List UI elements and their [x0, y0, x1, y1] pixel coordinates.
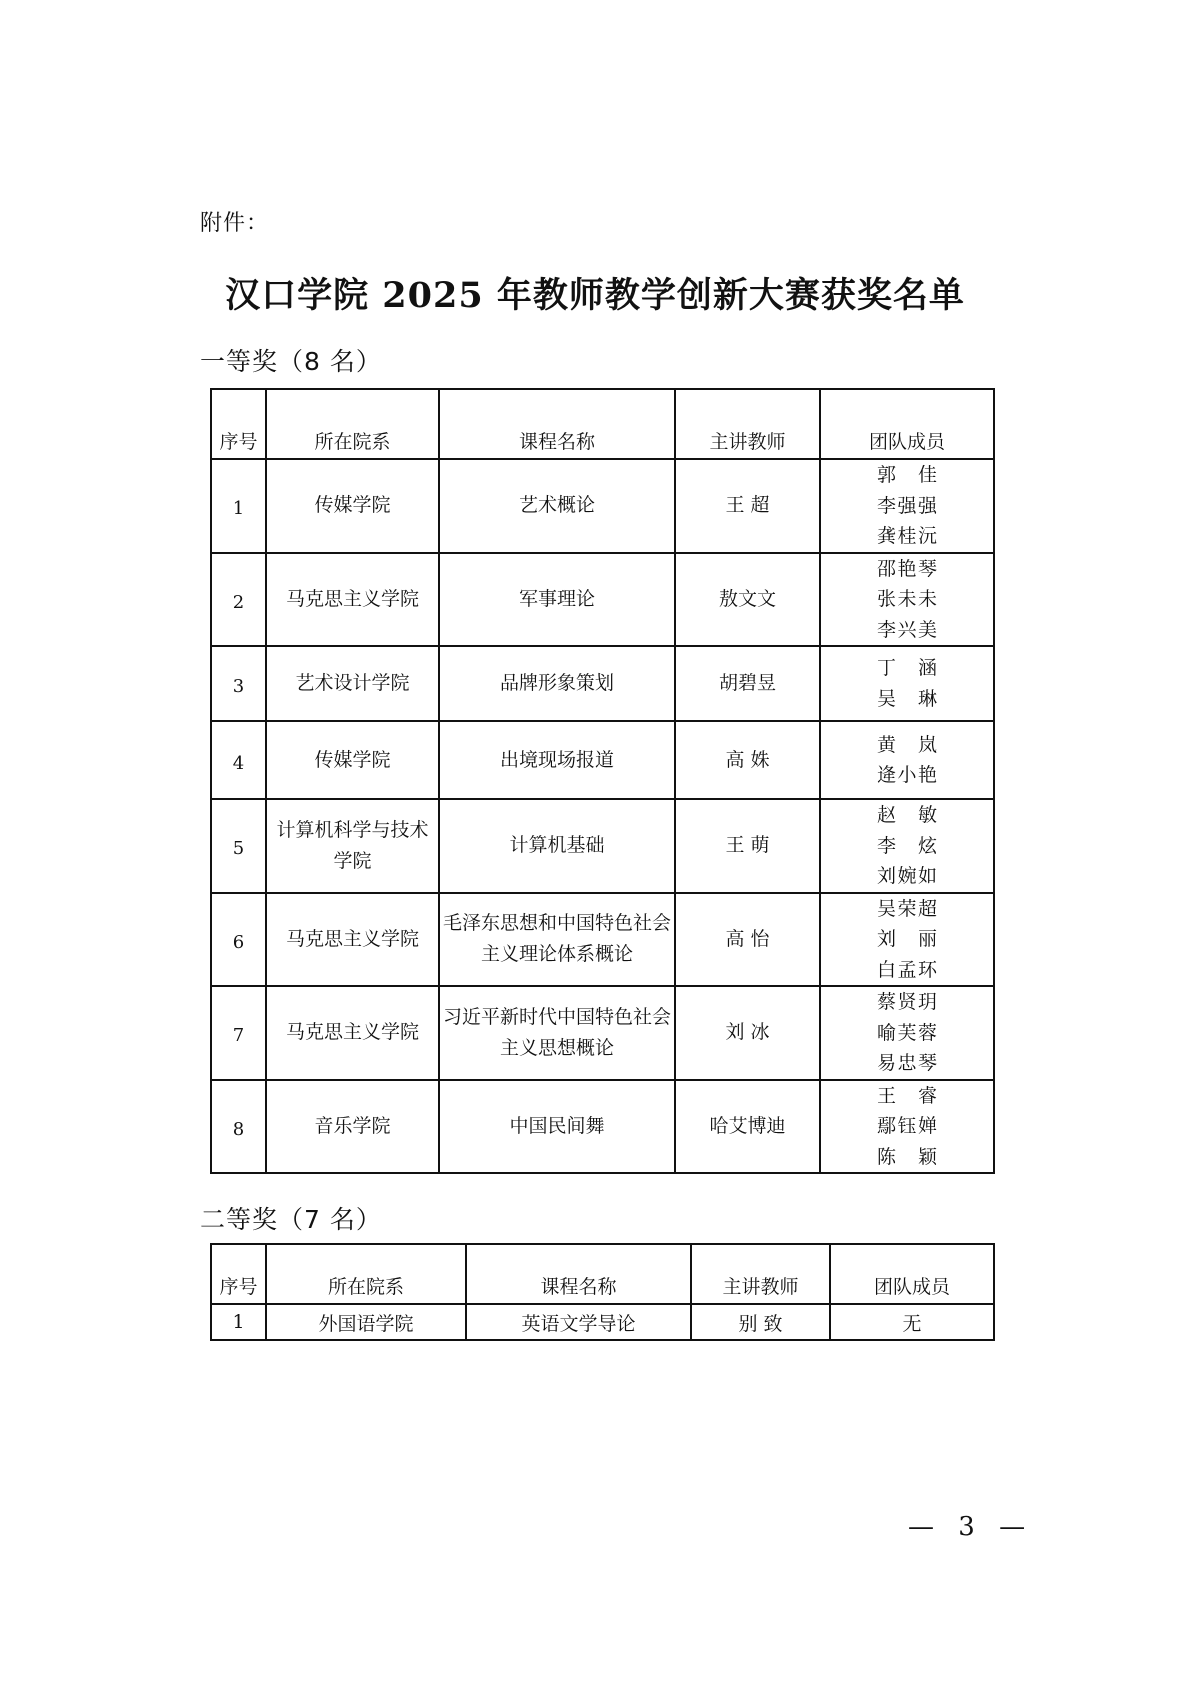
team-member-name: 邵艳琴: [877, 557, 937, 580]
second-prize-heading: 二等奖（7 名）: [200, 1205, 382, 1234]
course-name-cell: 出境现场报道: [439, 721, 675, 799]
lead-teacher-cell: 刘 冰: [675, 986, 820, 1080]
team-members-cell: [830, 1304, 994, 1340]
first-prize-table: [210, 388, 995, 1174]
header-dept: 所在院系: [266, 1244, 466, 1304]
team-member-name: 郭 佳: [877, 464, 937, 486]
team-member-name: 王 睿: [877, 1084, 937, 1107]
course-name-cell: 品牌形象策划: [439, 646, 675, 721]
department-cell: 传媒学院: [266, 721, 439, 799]
row-number: 8: [211, 1080, 266, 1174]
team-members-cell: [820, 721, 994, 799]
lead-teacher-cell: 胡碧昱: [675, 646, 820, 721]
team-members-cell: [820, 553, 994, 647]
page-number: — 3 —: [908, 1512, 1034, 1542]
table-row: [211, 986, 994, 1080]
row-number: 5: [211, 799, 266, 893]
course-name-cell: 中国民间舞: [439, 1080, 675, 1174]
row-number: 4: [211, 721, 266, 799]
header-course: 课程名称: [439, 389, 675, 459]
team-members-cell: [820, 893, 994, 987]
team-member-name: 逄小艳: [877, 764, 937, 786]
team-member-name: 刘 丽: [877, 928, 937, 950]
team-members-cell: [820, 1080, 994, 1174]
header-teacher: 主讲教师: [691, 1244, 830, 1304]
row-number: 1: [211, 459, 266, 553]
lead-teacher-cell: 哈艾博迪: [675, 1080, 820, 1174]
department-cell: 音乐学院: [266, 1080, 439, 1174]
header-course: 课程名称: [466, 1244, 691, 1304]
team-member-name: 鄢钰婵: [877, 1115, 937, 1137]
course-name-cell: 计算机基础: [439, 799, 675, 893]
team-member-name: 黄 岚: [877, 733, 937, 756]
lead-teacher-cell: 王 超: [675, 459, 820, 553]
document-title: 汉口学院 2025 年教师教学创新大赛获奖名单: [225, 275, 965, 316]
team-member-name: 李 炫: [877, 834, 937, 857]
lead-teacher-cell: 王 萌: [675, 799, 820, 893]
team-member-name: 张未未: [877, 588, 937, 610]
department-cell: 马克思主义学院: [266, 893, 439, 987]
team-members-cell: [820, 799, 994, 893]
lead-teacher-cell: 敖文文: [675, 553, 820, 647]
lead-teacher-cell: 别 致: [691, 1304, 830, 1340]
department-cell: 计算机科学与技术学院: [266, 799, 439, 893]
header-no: 序号: [211, 389, 266, 459]
team-member-name: 易忠琴: [877, 1052, 937, 1074]
row-number: 2: [211, 553, 266, 647]
team-member-name: 陈 颖: [877, 1145, 937, 1168]
team-member-name: 李强强: [877, 494, 937, 517]
table-header-row: [211, 389, 994, 459]
team-member-name: 丁 涵: [877, 657, 937, 679]
table-row: [211, 1080, 994, 1174]
team-member-name: 白孟环: [877, 958, 937, 981]
table-row: [211, 459, 994, 553]
team-members-cell: [820, 986, 994, 1080]
course-name-cell: 习近平新时代中国特色社会主义思想概论: [439, 986, 675, 1080]
header-teacher: 主讲教师: [675, 389, 820, 459]
first-prize-rows: [211, 459, 994, 1173]
second-prize-rows: [211, 1304, 994, 1340]
team-member-name: 刘婉如: [877, 865, 937, 887]
department-cell: 艺术设计学院: [266, 646, 439, 721]
second-prize-table: [210, 1243, 995, 1341]
department-cell: 马克思主义学院: [266, 553, 439, 647]
team-member-name: 龚桂沅: [877, 525, 937, 547]
row-number: 7: [211, 986, 266, 1080]
team-member-name: 喻芙蓉: [877, 1021, 937, 1044]
course-name-cell: 英语文学导论: [466, 1304, 691, 1340]
team-member-name: 无: [902, 1312, 922, 1335]
team-member-name: 蔡贤玥: [877, 991, 937, 1013]
row-number: 6: [211, 893, 266, 987]
header-members: 团队成员: [820, 389, 994, 459]
team-members-cell: [820, 646, 994, 721]
table-row: [211, 721, 994, 799]
first-prize-heading: 一等奖（8 名）: [200, 347, 382, 376]
team-member-name: 吴荣超: [877, 897, 937, 920]
team-member-name: 李兴美: [877, 618, 937, 641]
department-cell: 外国语学院: [266, 1304, 466, 1340]
lead-teacher-cell: 高 姝: [675, 721, 820, 799]
department-cell: 传媒学院: [266, 459, 439, 553]
table-header-row: [211, 1244, 994, 1304]
table-row: [211, 799, 994, 893]
course-name-cell: 艺术概论: [439, 459, 675, 553]
header-no: 序号: [211, 1244, 266, 1304]
course-name-cell: 军事理论: [439, 553, 675, 647]
team-members-cell: [820, 459, 994, 553]
team-member-name: 赵 敏: [877, 804, 937, 826]
team-member-name: 吴 琳: [877, 687, 937, 710]
course-name-cell: 毛泽东思想和中国特色社会主义理论体系概论: [439, 893, 675, 987]
header-members: 团队成员: [830, 1244, 994, 1304]
attachment-label: 附件：: [200, 211, 270, 236]
department-cell: 马克思主义学院: [266, 986, 439, 1080]
table-row: [211, 1304, 994, 1340]
row-number: 1: [211, 1304, 266, 1340]
row-number: 3: [211, 646, 266, 721]
table-row: [211, 893, 994, 987]
header-dept: 所在院系: [266, 389, 439, 459]
table-row: [211, 553, 994, 647]
table-row: [211, 646, 994, 721]
lead-teacher-cell: 高 怡: [675, 893, 820, 987]
